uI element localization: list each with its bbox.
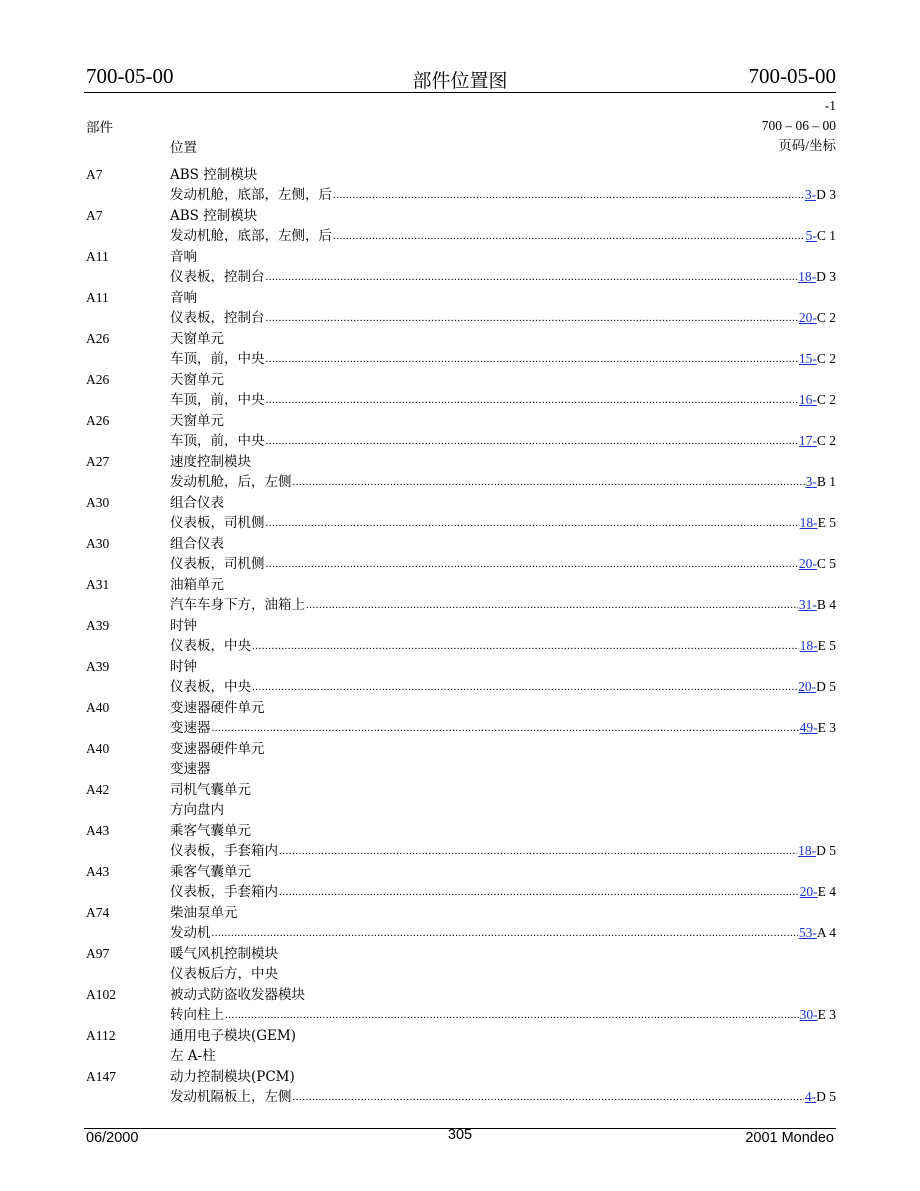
page-reference <box>800 882 836 902</box>
dot-leader <box>212 718 799 738</box>
list-item <box>86 329 836 370</box>
component-code: A147 <box>86 1069 116 1084</box>
list-item <box>86 288 836 329</box>
page-reference <box>806 226 836 246</box>
component-code: A30 <box>86 495 110 510</box>
component-name: 动力控制模块(PCM) <box>170 1069 295 1085</box>
page-reference <box>805 1087 836 1107</box>
component-code: A26 <box>86 372 110 387</box>
page-number: 305 <box>447 1127 473 1143</box>
dot-leader <box>279 841 797 861</box>
component-name: 天窗单元 <box>170 331 224 347</box>
dot-leader <box>266 554 798 574</box>
page-link[interactable]: 16- <box>798 392 817 407</box>
footer-model: 2001 Mondeo <box>745 1130 834 1146</box>
component-name: 乘客气囊单元 <box>170 823 251 839</box>
page-link[interactable]: 18- <box>798 269 817 284</box>
component-location: 仪表板后方，中央 <box>170 966 278 982</box>
page-link[interactable]: 17- <box>798 433 817 448</box>
list-item <box>86 739 836 780</box>
list-item <box>86 493 836 534</box>
dot-leader <box>333 185 804 205</box>
dot-leader <box>212 923 798 943</box>
component-name: 乘客气囊单元 <box>170 864 251 880</box>
column-header-part: 部件 <box>86 120 113 136</box>
location-row <box>170 718 836 738</box>
component-code: A7 <box>86 167 103 182</box>
component-location: 车顶，前，中央 <box>170 433 265 449</box>
page-link[interactable]: 18- <box>799 638 818 653</box>
grid-coordinate: E 5 <box>817 515 836 530</box>
page-reference <box>800 718 836 738</box>
component-code: A30 <box>86 536 110 551</box>
component-location: 变速器 <box>170 761 211 777</box>
component-name: 时钟 <box>170 618 197 634</box>
list-item <box>86 534 836 575</box>
component-list <box>86 165 836 1108</box>
component-code: A40 <box>86 700 110 715</box>
component-name: 天窗单元 <box>170 413 224 429</box>
list-item <box>86 452 836 493</box>
grid-coordinate: D 3 <box>816 187 836 202</box>
component-code: A43 <box>86 864 110 879</box>
component-name: 被动式防盗收发器模块 <box>170 987 305 1003</box>
list-item <box>86 862 836 903</box>
list-item <box>86 780 836 821</box>
page-reference <box>799 431 836 451</box>
page-reference <box>800 636 836 656</box>
location-row <box>170 964 836 984</box>
list-item <box>86 411 836 452</box>
page-title: 部件位置图 <box>412 70 508 92</box>
location-row <box>170 636 836 656</box>
component-name: ABS 控制模块 <box>170 167 258 183</box>
page-link[interactable]: 20- <box>798 679 817 694</box>
right-column-label-1: -1 <box>824 98 836 113</box>
header-right: 700-05-00 <box>748 64 836 88</box>
page-reference <box>806 472 836 492</box>
component-location: 转向柱上 <box>170 1007 224 1023</box>
location-row <box>170 882 836 902</box>
grid-coordinate: D 5 <box>816 843 836 858</box>
page-reference <box>805 185 836 205</box>
component-location: 仪表板，中央 <box>170 679 251 695</box>
component-location: 车顶，前，中央 <box>170 351 265 367</box>
component-location: 发动机舱，底部，左侧，后 <box>170 187 332 203</box>
page-link[interactable]: 20- <box>798 310 817 325</box>
column-header-page-coord: 页码/坐标 <box>778 138 836 153</box>
grid-coordinate: B 4 <box>816 597 836 612</box>
right-column-label-2: 700 – 06 – 00 <box>761 118 836 133</box>
component-code: A40 <box>86 741 110 756</box>
component-code: A7 <box>86 208 103 223</box>
component-name: 暖气风机控制模块 <box>170 946 278 962</box>
page-reference <box>798 677 836 697</box>
component-location: 仪表板，控制台 <box>170 269 265 285</box>
component-name: 组合仪表 <box>170 536 224 552</box>
dot-leader <box>333 226 805 246</box>
component-name: 音响 <box>170 290 197 306</box>
page-link[interactable]: 53- <box>798 925 817 940</box>
header-rule <box>84 92 836 93</box>
page-reference <box>799 595 836 615</box>
grid-coordinate: D 5 <box>816 679 836 694</box>
grid-coordinate: C 5 <box>816 556 836 571</box>
dot-leader <box>266 267 798 287</box>
page-reference <box>800 513 836 533</box>
page-link[interactable]: 20- <box>799 884 818 899</box>
component-location: 仪表板，司机侧 <box>170 556 265 572</box>
list-item <box>86 944 836 985</box>
component-code: A74 <box>86 905 110 920</box>
grid-coordinate: E 3 <box>817 720 836 735</box>
page-link[interactable]: 18- <box>799 515 818 530</box>
grid-coordinate: B 1 <box>816 474 836 489</box>
component-location: 变速器 <box>170 720 211 736</box>
location-row <box>170 267 836 287</box>
dot-leader <box>306 595 798 615</box>
component-location: 汽车车身下方，油箱上 <box>170 597 305 613</box>
location-row <box>170 185 836 205</box>
page-reference <box>799 923 836 943</box>
dot-leader <box>266 308 798 328</box>
component-location: 发动机舱，底部，左侧，后 <box>170 228 332 244</box>
component-name: 变速器硬件单元 <box>170 741 265 757</box>
grid-coordinate: D 5 <box>816 1089 836 1104</box>
component-code: A39 <box>86 659 110 674</box>
component-location: 车顶，前，中央 <box>170 392 265 408</box>
page-link[interactable]: 4- <box>804 1089 817 1104</box>
component-name: 组合仪表 <box>170 495 224 511</box>
component-code: A42 <box>86 782 110 797</box>
component-name: 油箱单元 <box>170 577 224 593</box>
list-item <box>86 370 836 411</box>
dot-leader <box>293 472 805 492</box>
page-link[interactable]: 15- <box>798 351 817 366</box>
component-name: 音响 <box>170 249 197 265</box>
component-code: A31 <box>86 577 110 592</box>
list-item <box>86 698 836 739</box>
location-row <box>170 513 836 533</box>
dot-leader <box>266 513 799 533</box>
location-row <box>170 841 836 861</box>
component-name: 柴油泵单元 <box>170 905 238 921</box>
component-location: 左 A-柱 <box>170 1048 216 1064</box>
location-row <box>170 1046 836 1066</box>
page-link[interactable]: 3- <box>805 474 817 489</box>
footer-date: 06/2000 <box>86 1130 139 1146</box>
component-name: 司机气囊单元 <box>170 782 251 798</box>
location-row <box>170 800 836 820</box>
page-reference <box>799 554 836 574</box>
grid-coordinate: E 3 <box>817 1007 836 1022</box>
header-left: 700-05-00 <box>86 64 174 88</box>
list-item <box>86 247 836 288</box>
component-code: A112 <box>86 1028 116 1043</box>
location-row <box>170 226 836 246</box>
component-name: 变速器硬件单元 <box>170 700 265 716</box>
location-row <box>170 1005 836 1025</box>
page-link[interactable]: 18- <box>798 843 817 858</box>
list-item <box>86 903 836 944</box>
page-reference <box>799 308 836 328</box>
list-item <box>86 616 836 657</box>
component-name: ABS 控制模块 <box>170 208 258 224</box>
page-link[interactable]: 49- <box>799 720 818 735</box>
location-row <box>170 472 836 492</box>
component-name: 速度控制模块 <box>170 454 251 470</box>
dot-leader <box>252 677 797 697</box>
location-row <box>170 595 836 615</box>
location-row <box>170 308 836 328</box>
grid-coordinate: C 2 <box>816 433 836 448</box>
component-location: 方向盘内 <box>170 802 224 818</box>
list-item <box>86 1026 836 1067</box>
location-row <box>170 431 836 451</box>
grid-coordinate: D 3 <box>816 269 836 284</box>
page-reference <box>798 841 836 861</box>
location-row <box>170 677 836 697</box>
component-code: A26 <box>86 413 110 428</box>
location-row <box>170 349 836 369</box>
component-location: 发动机舱，后，左侧 <box>170 474 292 490</box>
component-location: 仪表板，控制台 <box>170 310 265 326</box>
component-name: 时钟 <box>170 659 197 675</box>
list-item <box>86 657 836 698</box>
page-reference <box>798 267 836 287</box>
page-link[interactable]: 31- <box>798 597 817 612</box>
component-code: A43 <box>86 823 110 838</box>
component-code: A39 <box>86 618 110 633</box>
component-name: 天窗单元 <box>170 372 224 388</box>
page-link[interactable]: 20- <box>798 556 817 571</box>
component-code: A27 <box>86 454 110 469</box>
component-location: 仪表板，中央 <box>170 638 251 654</box>
grid-coordinate: C 1 <box>816 228 836 243</box>
location-row <box>170 759 836 779</box>
component-code: A11 <box>86 290 109 305</box>
dot-leader <box>293 1087 804 1107</box>
component-location: 发动机隔板上，左侧 <box>170 1089 292 1105</box>
component-code: A26 <box>86 331 110 346</box>
page-reference <box>799 349 836 369</box>
location-row <box>170 1087 836 1107</box>
page-link[interactable]: 5- <box>805 228 817 243</box>
page-link[interactable]: 30- <box>799 1007 818 1022</box>
grid-coordinate: C 2 <box>816 310 836 325</box>
grid-coordinate: E 5 <box>817 638 836 653</box>
location-row <box>170 390 836 410</box>
dot-leader <box>266 390 798 410</box>
location-row <box>170 554 836 574</box>
component-name: 通用电子模块(GEM) <box>170 1028 296 1044</box>
dot-leader <box>266 431 798 451</box>
page-link[interactable]: 3- <box>804 187 817 202</box>
grid-coordinate: E 4 <box>817 884 836 899</box>
list-item <box>86 165 836 206</box>
location-row <box>170 923 836 943</box>
list-item <box>86 821 836 862</box>
grid-coordinate: C 2 <box>816 392 836 407</box>
component-code: A11 <box>86 249 109 264</box>
list-item <box>86 575 836 616</box>
dot-leader <box>225 1005 799 1025</box>
column-header-location: 位置 <box>170 140 197 156</box>
list-item <box>86 985 836 1026</box>
component-code: A97 <box>86 946 110 961</box>
grid-coordinate: C 2 <box>816 351 836 366</box>
grid-coordinate: A 4 <box>816 925 836 940</box>
page-reference <box>800 1005 836 1025</box>
list-item <box>86 1067 836 1108</box>
page-reference <box>799 390 836 410</box>
component-location: 仪表板，手套箱内 <box>170 884 278 900</box>
component-code: A102 <box>86 987 116 1002</box>
component-location: 发动机 <box>170 925 211 941</box>
component-location: 仪表板，司机侧 <box>170 515 265 531</box>
list-item <box>86 206 836 247</box>
component-location: 仪表板，手套箱内 <box>170 843 278 859</box>
dot-leader <box>266 349 798 369</box>
dot-leader <box>252 636 799 656</box>
dot-leader <box>279 882 799 902</box>
